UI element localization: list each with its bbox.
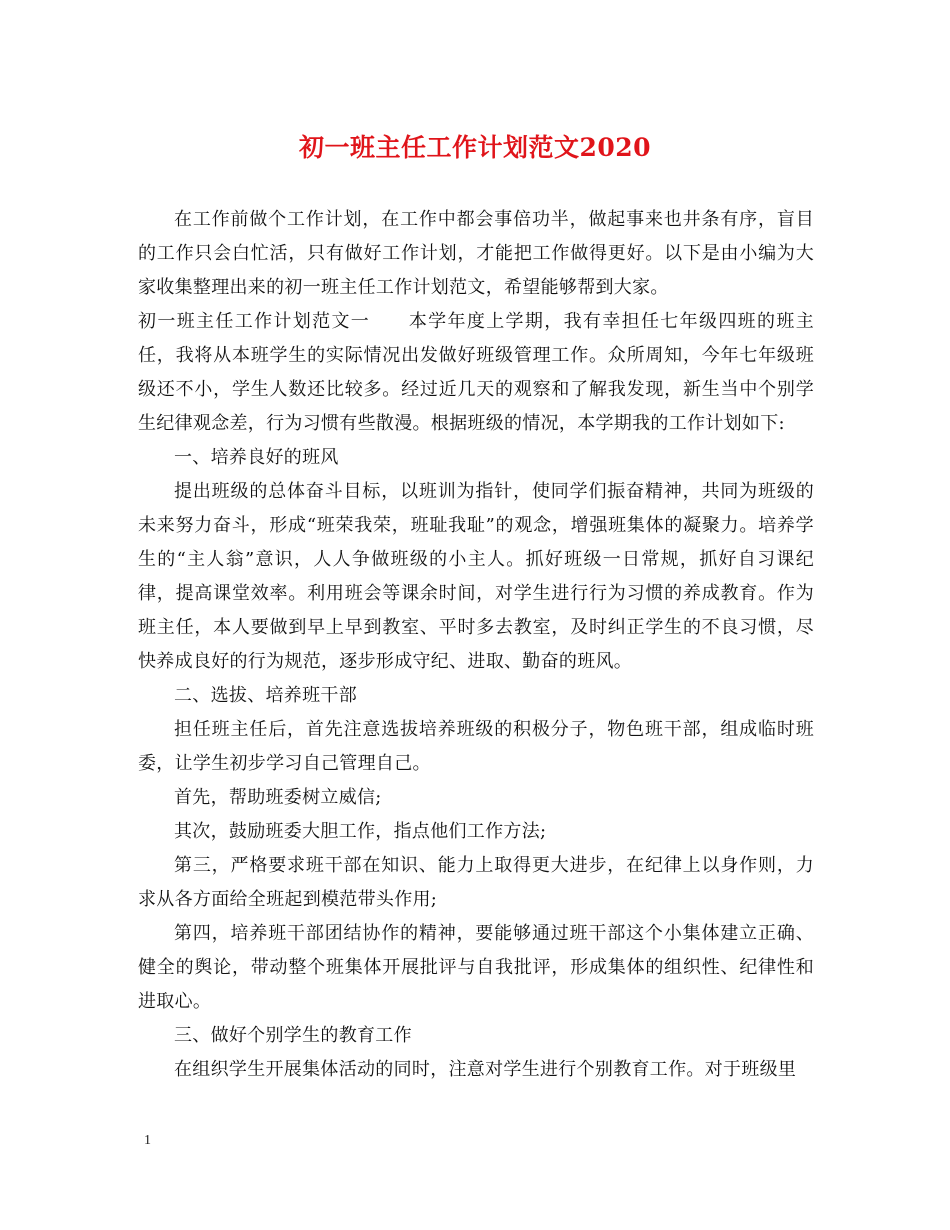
sample-one-paragraph: 初一班主任工作计划范文一 本学年度上学期，我有幸担任七年级四班的班主任，我将从本班学生的实际情况出发做好班级管理工作。众所周知，今年七年级班级还不小，学生人数还比较多。经过近几天的观察和了解我发现，新生当中个别学生纪律观念差，行为习惯有些散漫。根据班级的情况，本学期我的工作计划如下: <box>138 311 814 434</box>
list-item-fourth: 第四，培养班干部团结协作的精神，要能够通过班干部这个小集体建立正确、健全的舆论，带动整个班集体开展批评与自我批评，形成集体的组织性、纪律性和进取心。 <box>138 923 814 1012</box>
section-heading-class-spirit: 一、培养良好的班风 <box>174 447 339 468</box>
list-item-first: 首先，帮助班委树立威信; <box>174 787 382 808</box>
page-title: 初一班主任工作计划范文2020 <box>298 133 652 162</box>
page-number: 1 <box>144 1133 151 1148</box>
document-body <box>138 203 814 1087</box>
list-item-second: 其次，鼓励班委大胆工作，指点他们工作方法; <box>174 821 547 842</box>
section-heading-class-cadres: 二、选拔、培养班干部 <box>174 685 357 706</box>
intro-paragraph: 在工作前做个工作计划，在工作中都会事倍功半，做起事来也井条有序，盲目的工作只会白忙活，只有做好工作计划，才能把工作做得更好。以下是由小编为大家收集整理出来的初一班主任工作计划范文，希望能够帮到大家。 <box>138 209 814 298</box>
class-spirit-paragraph: 提出班级的总体奋斗目标，以班训为指针，使同学们振奋精神，共同为班级的未来努力奋斗，形成“班荣我荣，班耻我耻”的观念，增强班集体的凝聚力。培养学生的“主人翁”意识，人人争做班级的小主人。抓好班级一日常规，抓好自习课纪律，提高课堂效率。利用班会等课余时间，对学生进行行为习惯的养成教育。作为班主任，本人要做到早上早到教室、平时多去教室，及时纠正学生的不良习惯，尽快养成良好的行为规范，逐步形成守纪、进取、勤奋的班风。 <box>138 481 814 672</box>
class-cadres-paragraph: 担任班主任后，首先注意选拔培养班级的积极分子，物色班干部，组成临时班委，让学生初步学习自己管理自己。 <box>138 719 814 774</box>
individual-education-paragraph: 在组织学生开展集体活动的同时，注意对学生进行个别教育工作。对于班级里 <box>174 1059 797 1080</box>
section-heading-individual-education: 三、做好个别学生的教育工作 <box>174 1025 412 1046</box>
list-item-third: 第三，严格要求班干部在知识、能力上取得更大进步，在纪律上以身作则，力求从各方面给全班起到模范带头作用; <box>138 855 814 910</box>
